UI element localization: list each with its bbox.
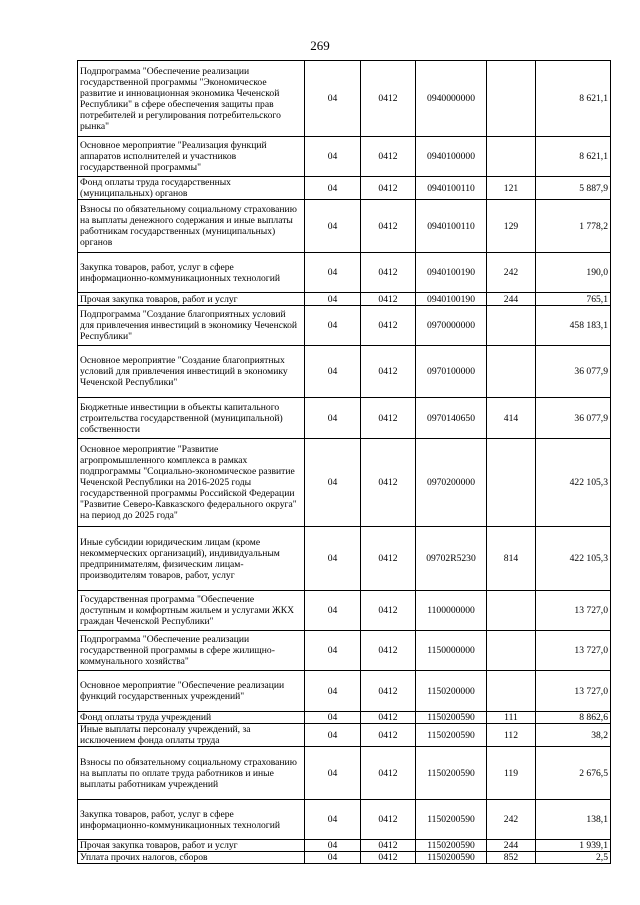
cell-target-article: 1150200590 <box>416 712 487 724</box>
cell-subsection: 0412 <box>361 852 416 864</box>
cell-name: Прочая закупка товаров, работ и услуг <box>78 840 305 852</box>
cell-target-article: 0940100110 <box>416 177 487 200</box>
cell-amount: 13 727,0 <box>536 671 611 712</box>
cell-name: Основное мероприятие "Развитие агропромышленного комплекса в рамках подпрограммы "Социально-экономическое развитие Чеченской Республики на 2016-2025 годы государственной программы Российской Федерации "Развитие Северо-Кавказского федерального округа" на период до 2025 года" <box>78 439 305 527</box>
cell-target-article: 1150200590 <box>416 724 487 747</box>
cell-expense-type: 119 <box>487 747 536 800</box>
cell-target-article: 1100000000 <box>416 591 487 631</box>
cell-amount: 1 778,2 <box>536 200 611 253</box>
cell-subsection: 0412 <box>361 724 416 747</box>
cell-target-article: 1150200000 <box>416 671 487 712</box>
cell-section: 04 <box>305 671 361 712</box>
cell-subsection: 0412 <box>361 61 416 137</box>
cell-name: Фонд оплаты труда учреждений <box>78 712 305 724</box>
table-row <box>78 631 611 671</box>
cell-amount: 36 077,9 <box>536 346 611 398</box>
cell-expense-type <box>487 631 536 671</box>
cell-amount: 36 077,9 <box>536 398 611 439</box>
cell-section: 04 <box>305 631 361 671</box>
cell-amount: 138,1 <box>536 800 611 840</box>
cell-subsection: 0412 <box>361 747 416 800</box>
budget-table <box>77 60 611 864</box>
cell-name: Прочая закупка товаров, работ и услуг <box>78 293 305 306</box>
table-row <box>78 306 611 346</box>
cell-expense-type: 111 <box>487 712 536 724</box>
cell-section: 04 <box>305 527 361 591</box>
cell-section: 04 <box>305 398 361 439</box>
cell-target-article: 0940100190 <box>416 253 487 293</box>
table-row <box>78 591 611 631</box>
table-row <box>78 177 611 200</box>
cell-subsection: 0412 <box>361 177 416 200</box>
cell-target-article: 0970200000 <box>416 439 487 527</box>
cell-name: Государственная программа "Обеспечение доступным и комфортным жильем и услугами ЖКХ граждан Чеченской Республики" <box>78 591 305 631</box>
cell-expense-type <box>487 439 536 527</box>
cell-name: Иные выплаты персоналу учреждений, за исключением фонда оплаты труда <box>78 724 305 747</box>
cell-expense-type <box>487 591 536 631</box>
cell-section: 04 <box>305 747 361 800</box>
cell-amount: 38,2 <box>536 724 611 747</box>
cell-target-article: 1150000000 <box>416 631 487 671</box>
cell-subsection: 0412 <box>361 200 416 253</box>
cell-section: 04 <box>305 840 361 852</box>
cell-section: 04 <box>305 253 361 293</box>
cell-section: 04 <box>305 591 361 631</box>
table-row <box>78 398 611 439</box>
cell-target-article: 0940000000 <box>416 61 487 137</box>
cell-section: 04 <box>305 137 361 177</box>
table-row <box>78 439 611 527</box>
cell-amount: 8 621,1 <box>536 61 611 137</box>
cell-subsection: 0412 <box>361 712 416 724</box>
cell-amount: 8 621,1 <box>536 137 611 177</box>
cell-expense-type <box>487 671 536 712</box>
table-row <box>78 800 611 840</box>
cell-name: Взносы по обязательному социальному страхованию на выплаты по оплате труда работников и иные выплаты работникам учреждений <box>78 747 305 800</box>
cell-expense-type: 852 <box>487 852 536 864</box>
cell-section: 04 <box>305 293 361 306</box>
table-row <box>78 253 611 293</box>
cell-subsection: 0412 <box>361 800 416 840</box>
cell-name: Фонд оплаты труда государственных (муниципальных) органов <box>78 177 305 200</box>
cell-target-article: 1150200590 <box>416 852 487 864</box>
cell-name: Основное мероприятие "Реализация функций аппаратов исполнителей и участников государственной программы" <box>78 137 305 177</box>
cell-name: Основное мероприятие "Создание благоприятных условий для привлечения инвестиций в экономику Чеченской Республики" <box>78 346 305 398</box>
cell-target-article: 09702R5230 <box>416 527 487 591</box>
cell-subsection: 0412 <box>361 631 416 671</box>
cell-name: Подпрограмма "Обеспечение реализации государственной программы в сфере жилищно-коммунального хозяйства" <box>78 631 305 671</box>
cell-target-article: 0940100190 <box>416 293 487 306</box>
cell-amount: 13 727,0 <box>536 591 611 631</box>
cell-target-article: 0940100000 <box>416 137 487 177</box>
table-row <box>78 852 611 864</box>
cell-name: Уплата прочих налогов, сборов <box>78 852 305 864</box>
cell-target-article: 1150200590 <box>416 840 487 852</box>
table-row <box>78 61 611 137</box>
cell-name: Взносы по обязательному социальному страхованию на выплаты денежного содержания и иные выплаты работникам государственных (муниципальных) органов <box>78 200 305 253</box>
cell-section: 04 <box>305 800 361 840</box>
cell-section: 04 <box>305 61 361 137</box>
cell-subsection: 0412 <box>361 398 416 439</box>
cell-expense-type: 244 <box>487 840 536 852</box>
cell-amount: 422 105,3 <box>536 527 611 591</box>
cell-target-article: 0970140650 <box>416 398 487 439</box>
cell-amount: 2 676,5 <box>536 747 611 800</box>
cell-section: 04 <box>305 852 361 864</box>
cell-subsection: 0412 <box>361 306 416 346</box>
cell-amount: 190,0 <box>536 253 611 293</box>
table-row <box>78 346 611 398</box>
cell-amount: 765,1 <box>536 293 611 306</box>
table-row <box>78 747 611 800</box>
cell-subsection: 0412 <box>361 591 416 631</box>
cell-subsection: 0412 <box>361 253 416 293</box>
cell-amount: 13 727,0 <box>536 631 611 671</box>
table-row <box>78 840 611 852</box>
cell-expense-type: 129 <box>487 200 536 253</box>
cell-amount: 2,5 <box>536 852 611 864</box>
cell-expense-type <box>487 61 536 137</box>
cell-section: 04 <box>305 200 361 253</box>
table-row <box>78 137 611 177</box>
cell-name: Закупка товаров, работ, услуг в сфере информационно-коммуникационных технологий <box>78 800 305 840</box>
cell-name: Подпрограмма "Создание благоприятных условий для привлечения инвестиций в экономику Чеченской Республики" <box>78 306 305 346</box>
cell-subsection: 0412 <box>361 346 416 398</box>
cell-section: 04 <box>305 712 361 724</box>
cell-subsection: 0412 <box>361 439 416 527</box>
cell-target-article: 1150200590 <box>416 747 487 800</box>
cell-expense-type: 242 <box>487 800 536 840</box>
cell-expense-type: 121 <box>487 177 536 200</box>
cell-subsection: 0412 <box>361 671 416 712</box>
cell-section: 04 <box>305 346 361 398</box>
cell-expense-type: 414 <box>487 398 536 439</box>
cell-section: 04 <box>305 724 361 747</box>
cell-name: Подпрограмма "Обеспечение реализации государственной программы "Экономическое развитие и инновационная экономика Чеченской Республики" в сфере обеспечения защиты прав потребителей и регулирования потребительского рынка" <box>78 61 305 137</box>
cell-expense-type <box>487 306 536 346</box>
cell-section: 04 <box>305 439 361 527</box>
cell-name: Иные субсидии юридическим лицам (кроме некоммерческих организаций), индивидуальным предпринимателям, физическим лицам-производителям товаров, работ, услуг <box>78 527 305 591</box>
page-number: 269 <box>310 38 330 53</box>
cell-amount: 8 862,6 <box>536 712 611 724</box>
cell-expense-type: 244 <box>487 293 536 306</box>
cell-target-article: 0970000000 <box>416 306 487 346</box>
cell-target-article: 0970100000 <box>416 346 487 398</box>
table-row <box>78 724 611 747</box>
cell-section: 04 <box>305 177 361 200</box>
cell-target-article: 0940100110 <box>416 200 487 253</box>
cell-name: Основное мероприятие "Обеспечение реализации функций государственных учреждений" <box>78 671 305 712</box>
cell-subsection: 0412 <box>361 137 416 177</box>
cell-subsection: 0412 <box>361 527 416 591</box>
table-row <box>78 671 611 712</box>
table-row <box>78 293 611 306</box>
cell-expense-type <box>487 137 536 177</box>
cell-amount: 458 183,1 <box>536 306 611 346</box>
table-row <box>78 200 611 253</box>
table-row <box>78 712 611 724</box>
cell-subsection: 0412 <box>361 293 416 306</box>
cell-subsection: 0412 <box>361 840 416 852</box>
cell-amount: 422 105,3 <box>536 439 611 527</box>
cell-expense-type: 242 <box>487 253 536 293</box>
cell-name: Закупка товаров, работ, услуг в сфере информационно-коммуникационных технологий <box>78 253 305 293</box>
cell-target-article: 1150200590 <box>416 800 487 840</box>
budget-table-body <box>78 61 611 864</box>
cell-amount: 1 939,1 <box>536 840 611 852</box>
cell-expense-type <box>487 346 536 398</box>
cell-expense-type: 814 <box>487 527 536 591</box>
table-row <box>78 527 611 591</box>
cell-amount: 5 887,9 <box>536 177 611 200</box>
cell-name: Бюджетные инвестиции в объекты капитального строительства государственной (муниципальной) собственности <box>78 398 305 439</box>
cell-section: 04 <box>305 306 361 346</box>
cell-expense-type: 112 <box>487 724 536 747</box>
